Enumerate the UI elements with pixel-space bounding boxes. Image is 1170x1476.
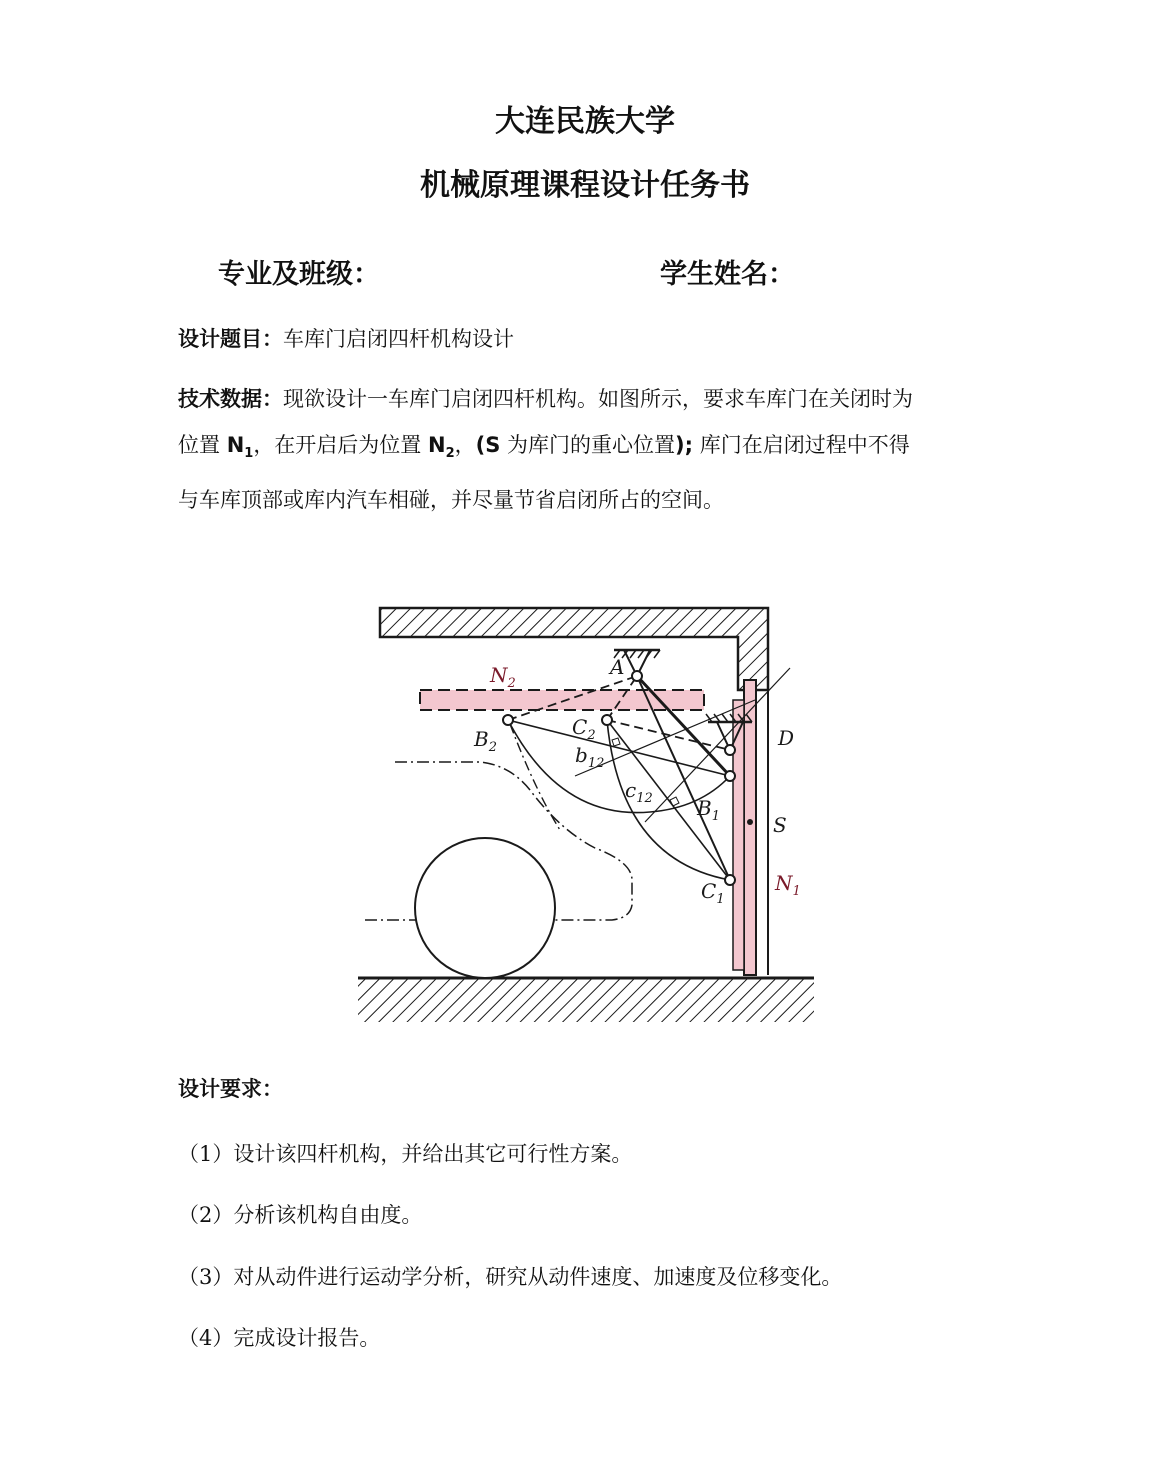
tech-l2-b: ，在开启后为位置 (253, 433, 428, 457)
label-c1-sub: 1 (716, 892, 725, 907)
design-topic-value: 车库门启闭四杆机构设计 (283, 327, 514, 351)
requirement-item-4: （4）完成设计报告。 (178, 1326, 381, 1350)
tech-line-1-text: 现欲设计一车库门启闭四杆机构。如图所示，要求车库门在关闭时为 (283, 387, 913, 411)
joint-d (725, 745, 735, 755)
s-close: ); (675, 433, 694, 457)
n1-sub: 1 (244, 446, 254, 462)
requirement-item-1: （1）设计该四杆机构，并给出其它可行性方案。 (178, 1142, 633, 1166)
path-b-extension (510, 724, 560, 830)
label-c1-c: C (701, 879, 717, 903)
label-c2 (572, 715, 596, 743)
requirements-label: 设计要求： (178, 1077, 283, 1101)
car-wheel (415, 838, 555, 978)
requirement-item-3: （3）对从动件进行运动学分析，研究从动件速度、加速度及位移变化。 (178, 1265, 843, 1289)
tech-l2-d: 为库门的重心位置 (500, 433, 676, 457)
tech-line-3: 与车库顶部或库内汽车相碰，并尽量节省启闭所占的空间。 (178, 488, 724, 513)
label-n1-sub: 1 (792, 884, 801, 899)
label-b1-b: B (697, 796, 712, 820)
tech-line-1 (178, 376, 1018, 422)
label-b12-sub: 12 (587, 756, 605, 771)
door-n2 (420, 690, 704, 710)
label-c12-sub: 12 (636, 791, 653, 806)
label-b1-sub: 1 (711, 809, 720, 824)
label-c1 (701, 879, 725, 907)
joint-a (632, 671, 642, 681)
joint-c1 (725, 875, 735, 885)
document-title: 机械原理课程设计任务书 (420, 168, 750, 203)
label-n1 (774, 871, 801, 899)
tech-l2-e: 库门在启闭过程中不得 (693, 433, 910, 457)
requirement-item-2: （2）分析该机构自由度。 (178, 1203, 423, 1227)
joint-b2 (503, 715, 513, 725)
s-open: (S (475, 433, 501, 457)
garage-door-mechanism-figure (350, 598, 830, 1038)
label-b2-sub: 2 (488, 740, 497, 755)
center-of-gravity-s (747, 819, 753, 825)
label-b12 (575, 743, 604, 771)
student-name-label: 学生姓名： (660, 259, 795, 290)
floor-hatch (358, 978, 814, 1022)
label-b12-b: b (575, 743, 588, 767)
n1-letter: N (226, 433, 245, 457)
tech-line-2 (178, 422, 1018, 477)
label-b2-b: B (474, 727, 489, 751)
tech-label: 技术数据： (178, 387, 283, 411)
right-angle-b12 (612, 738, 620, 746)
ceiling-wall (380, 608, 768, 690)
label-n1-n: N (775, 871, 793, 895)
label-c2-c: C (572, 715, 588, 739)
label-s: S (773, 813, 787, 837)
joint-c2 (602, 715, 612, 725)
n2-sub: 2 (445, 446, 455, 462)
design-topic-label: 设计题目： (178, 327, 283, 351)
tech-l2-a: 位置 (178, 433, 227, 457)
label-b1 (696, 796, 720, 824)
label-c12 (625, 778, 653, 806)
university-title: 大连民族大学 (495, 104, 675, 139)
tech-l2-c: ， (454, 433, 476, 457)
label-n2-sub: 2 (507, 676, 516, 691)
requirements-heading (178, 1066, 283, 1112)
label-c2-sub: 2 (587, 728, 596, 743)
label-c12-c: c (625, 778, 637, 802)
label-n2-n: N (490, 663, 508, 687)
technical-data (178, 376, 1018, 523)
major-class-label: 专业及班级： (218, 259, 380, 290)
joint-b1 (725, 771, 735, 781)
door-n1 (744, 680, 756, 975)
n2-letter: N (428, 433, 446, 457)
label-d: D (778, 726, 795, 750)
design-topic (178, 316, 514, 362)
label-b2 (473, 727, 497, 755)
position-n2 (428, 433, 455, 462)
position-n1 (226, 433, 254, 462)
label-n2 (489, 663, 516, 691)
label-a: A (610, 655, 625, 679)
